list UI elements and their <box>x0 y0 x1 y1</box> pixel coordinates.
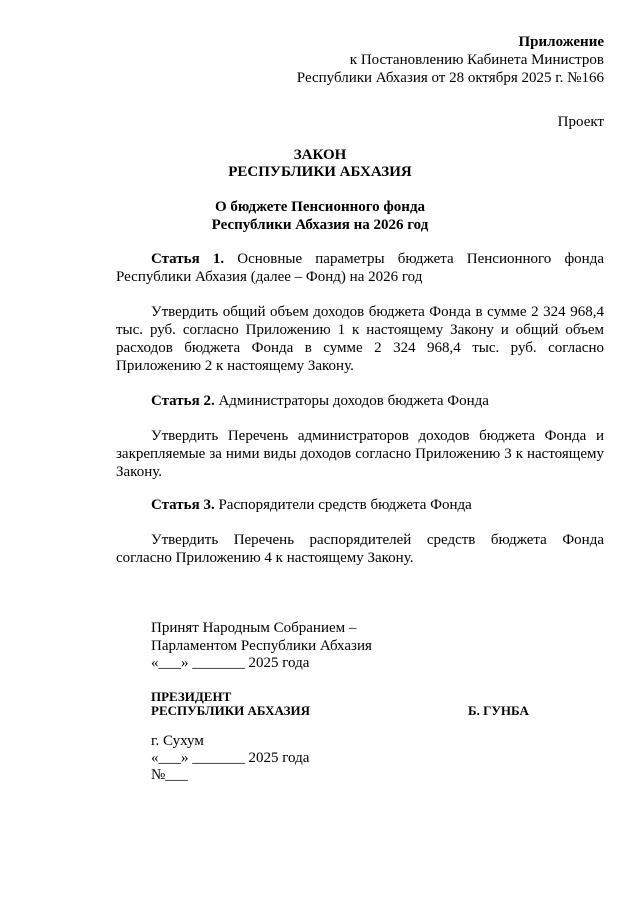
president-name: Б. ГУНБА <box>468 703 529 718</box>
city: г. Сухум <box>151 733 204 749</box>
appendix-title: Приложение <box>518 34 604 50</box>
article-2-heading-text: Администраторы доходов бюджета Фонда <box>214 393 489 409</box>
law-title: ЗАКОН <box>293 147 347 163</box>
article-1-label: Статья 1. <box>151 251 225 267</box>
republic-title: РЕСПУБЛИКИ АБХАЗИЯ <box>228 164 412 180</box>
article-3-heading <box>116 496 604 514</box>
article-1-heading <box>116 250 604 286</box>
appendix-line-1: к Постановлению Кабинета Министров <box>349 52 604 68</box>
subject-line-2: Республики Абхазия на 2026 год <box>211 217 429 233</box>
subject-line-1: О бюджете Пенсионного фонда <box>214 199 426 215</box>
article-1-heading-text: Основные параметры бюджета Пенсионного фонда Республики Абхазия (далее – Фонд) на 2026 год <box>116 251 604 285</box>
article-1-text: Утвердить общий объем доходов бюджета Фонда в сумме 2 324 968,4 тыс. руб. согласно Приложению 1 к настоящему Закону и общий объем расходов бюджета Фонда в сумме 2 324 968,4 тыс. руб. согласно Приложению 2 к настоящему Закону. <box>116 304 604 374</box>
article-2-text: Утвердить Перечень администраторов доходов бюджета Фонда и закрепляемые за ними виды доходов согласно Приложению 3 к настоящему Закону. <box>116 428 604 480</box>
article-3-text: Утвердить Перечень распорядителей средств бюджета Фонда согласно Приложению 4 к настоящему Закону. <box>116 532 604 566</box>
draft-label: Проект <box>557 114 604 130</box>
signing-date: «___» _______ 2025 года <box>151 750 310 766</box>
president-title-2: РЕСПУБЛИКИ АБХАЗИЯ <box>151 703 310 718</box>
article-2-label: Статья 2. <box>151 393 215 409</box>
appendix-line-2: Республики Абхазия от 28 октября 2025 г. №166 <box>296 70 604 86</box>
adoption-date: «___» _______ 2025 года <box>151 655 310 671</box>
adoption-line-2: Парламентом Республики Абхазия <box>151 638 372 654</box>
article-2-heading <box>116 392 604 410</box>
article-3-label: Статья 3. <box>151 497 215 513</box>
adoption-line-1: Принят Народным Собранием – <box>151 620 357 636</box>
article-3-heading-text: Распорядители средств бюджета Фонда <box>214 497 472 513</box>
law-number: №___ <box>151 767 188 783</box>
president-title-1: ПРЕЗИДЕНТ <box>151 689 232 704</box>
